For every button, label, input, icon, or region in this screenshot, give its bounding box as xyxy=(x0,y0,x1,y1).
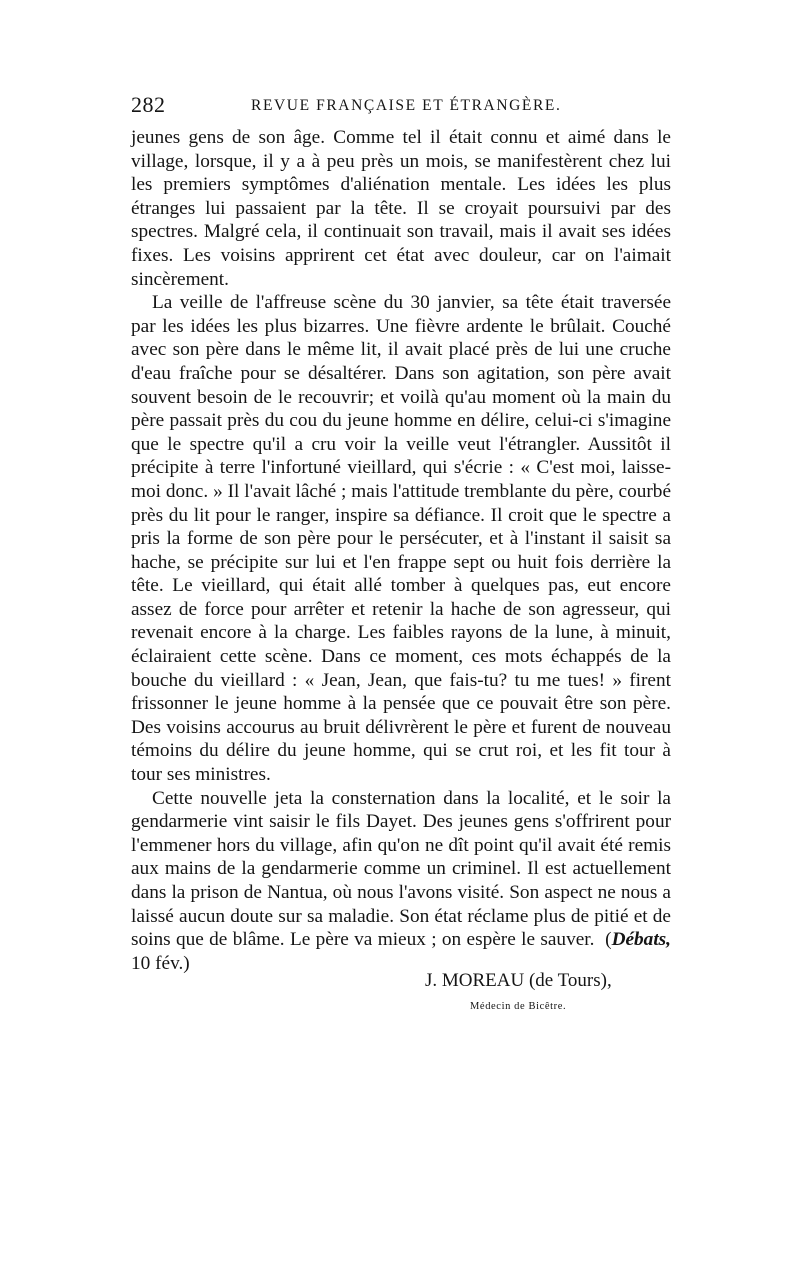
author-title: Médecin de Bicêtre. xyxy=(470,1001,567,1012)
running-title: REVUE FRANÇAISE ET ÉTRANGÈRE. xyxy=(251,97,562,114)
paragraph-3 xyxy=(131,787,671,976)
author-signature: J. MOREAU (de Tours), xyxy=(425,970,612,991)
page-header xyxy=(131,92,671,118)
paragraph-2: La veille de l'affreuse scène du 30 janvier, sa tête était traversée par les idées les plus bizarres. Une fièvre ardente le brûlait. Couché avec son père dans le même lit, il avait placé près de lui une cruche d'eau fraîche pour se désaltérer. Dans son agitation, son père avait souvent besoin de le recouvrir; et voilà qu'au moment où la main du père passait près du cou du jeune homme en délire, celui-ci s'imagine que le spectre qu'il a cru voir la veille veut l'étrangler. Aussitôt il précipite à terre l'infortuné vieillard, qui s'écrie : « C'est moi, laisse-moi donc. » Il l'avait lâché ; mais l'attitude tremblante du père, courbé près du lit pour le ranger, inspire sa défiance. Il croit que le spectre a pris la forme de son père pour le persécuter, et à l'instant il saisit sa hache, se précipite sur lui et l'en frappe sept ou huit fois derrière la tête. Le vieillard, qui était allé tomber à quelques pas, eut encore assez de force pour arrêter et retenir la hache de son agresseur, qui revenait encore à la charge. Les faibles rayons de la lune, à minuit, éclairaient cette scène. Dans ce moment, ces mots échappés de la bouche du vieillard : « Jean, Jean, que fais-tu? tu me tues! » firent frissonner le jeune homme à la pensée que ce pouvait être son père. Des voisins accourus au bruit délivrèrent le père et furent de nouveau témoins du délire du jeune homme, qui se crut roi, et les fit tour à tour ses ministres. xyxy=(131,292,671,786)
source-open-paren: ( xyxy=(605,929,612,951)
source-date: 10 fév.) xyxy=(131,952,190,974)
page-number: 282 xyxy=(131,92,166,117)
source-citation: Débats, xyxy=(611,929,672,951)
article-body xyxy=(131,126,671,975)
paragraph-3-text: Cette nouvelle jeta la consternation dans la localité, et le soir la gendarmerie vint saisir le fils Dayet. Des jeunes gens s'offrirent pour l'emmener hors du village, afin qu'on ne dît point qu'il avait été remis aux mains de la gendarmerie comme un criminel. Il est actuellement dans la prison de Nantua, où nous l'avons visité. Son aspect ne nous a laissé aucun doute sur sa maladie. Son état réclame plus de pitié et de soins que de blâme. Le père va mieux ; on espère le sauver. xyxy=(131,787,671,951)
paragraph-1: jeunes gens de son âge. Comme tel il était connu et aimé dans le village, lorsque, il y a à peu près un mois, se manifestèrent chez lui les premiers symptômes d'aliénation mentale. Les idées les plus étranges lui passaient par la tête. Il se croyait poursuivi par des spectres. Malgré cela, il continuait son travail, mais il avait ses idées fixes. Les voisins apprirent cet état avec douleur, car on l'aimait sincèrement. xyxy=(131,127,671,290)
